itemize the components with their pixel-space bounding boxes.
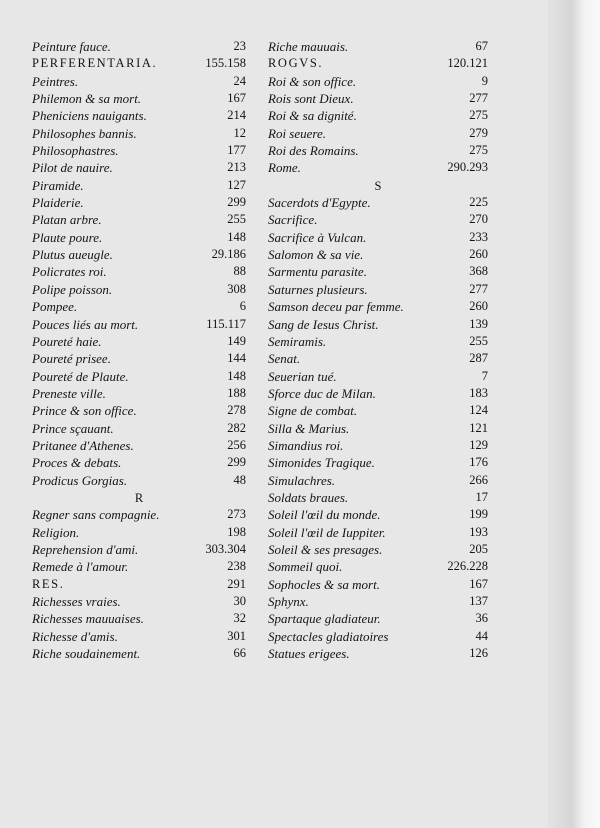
index-entry: [32, 107, 246, 124]
index-letter-heading: [268, 177, 488, 194]
index-entry: [32, 38, 246, 55]
index-entry: [32, 211, 246, 228]
entry-label: Sang de Iesus Christ.: [268, 316, 379, 332]
entry-page-numbers: 255: [227, 212, 246, 227]
entry-label: ROGVS.: [268, 56, 324, 71]
entry-page-numbers: 260: [469, 299, 488, 314]
entry-page-numbers: 368: [469, 264, 488, 279]
index-entry: [32, 593, 246, 610]
index-entry: [268, 211, 488, 228]
entry-label: Salomon & sa vie.: [268, 247, 364, 263]
entry-label: RES.: [32, 576, 65, 591]
entry-page-numbers: 167: [227, 91, 246, 106]
index-entry: [32, 281, 246, 298]
entry-page-numbers: 126: [469, 646, 488, 661]
entry-label: Philemon & sa mort.: [32, 91, 142, 107]
index-entry: [268, 472, 488, 489]
entry-label: Pompee.: [32, 299, 78, 315]
entry-label: Poureté prisee.: [32, 351, 111, 367]
entry-label: Silla & Marius.: [268, 420, 350, 436]
index-entry: [268, 506, 488, 523]
entry-page-numbers: 17: [475, 489, 488, 504]
entry-label: Regner sans compagnie.: [32, 507, 160, 523]
index-entry: [268, 420, 488, 437]
entry-label: Pritanee d'Athenes.: [32, 437, 134, 453]
index-entry: [32, 263, 246, 280]
entry-label: Sarmentu parasite.: [268, 264, 367, 280]
entry-page-numbers: 255: [469, 333, 488, 348]
index-entry: [268, 55, 488, 72]
index-entry: [32, 90, 246, 107]
entry-label: Proces & debats.: [32, 455, 122, 471]
index-entry: [268, 38, 488, 55]
entry-label: Peinture fauce.: [32, 39, 111, 54]
entry-page-numbers: 303.304: [205, 541, 246, 556]
entry-label: Sphynx.: [268, 594, 309, 609]
entry-page-numbers: 275: [469, 108, 488, 123]
entry-label: Sacrifice.: [268, 212, 318, 228]
entry-label: Remede à l'amour.: [32, 559, 129, 575]
index-entry: [32, 142, 246, 159]
index-entry: [32, 454, 246, 471]
entry-page-numbers: 67: [475, 39, 488, 53]
entry-label: Roi des Romains.: [268, 143, 359, 159]
entry-label: Riche soudainement.: [32, 646, 141, 662]
entry-label: Samson deceu par femme.: [268, 299, 404, 315]
letter-label: R: [134, 490, 144, 505]
index-entry: [32, 125, 246, 142]
entry-label: Platan arbre.: [32, 212, 102, 228]
entry-page-numbers: 127: [227, 177, 246, 192]
index-entry: [268, 281, 488, 298]
index-entry: [32, 541, 246, 558]
index-entry: [268, 229, 488, 246]
index-entry: [268, 246, 488, 263]
entry-label: Sacerdots d'Egypte.: [268, 195, 371, 211]
entry-label: Philosophes bannis.: [32, 125, 137, 141]
entry-page-numbers: 48: [233, 472, 246, 487]
entry-label: Richesses vraies.: [32, 594, 121, 609]
entry-page-numbers: 238: [227, 559, 246, 574]
index-entry: [32, 159, 246, 176]
entry-label: Piramide.: [32, 177, 84, 193]
entry-page-numbers: 301: [227, 628, 246, 643]
entry-label: Spectacles gladiatoires: [268, 628, 389, 644]
index-entry: [268, 593, 488, 610]
entry-label: Roi & sa dignité.: [268, 108, 357, 124]
entry-page-numbers: 226.228: [447, 559, 488, 574]
entry-page-numbers: 176: [469, 455, 488, 470]
entry-label: Prince sçauant.: [32, 420, 114, 436]
entry-label: Religion.: [32, 524, 80, 540]
index-entry: [32, 177, 246, 194]
entry-page-numbers: 155.158: [205, 56, 246, 71]
entry-page-numbers: 256: [227, 437, 246, 452]
entry-label: Soldats braues.: [268, 489, 349, 505]
index-entry: [32, 194, 246, 211]
index-entry: [268, 524, 488, 541]
entry-label: Pouces liés au mort.: [32, 316, 139, 332]
entry-label: Roi seuere.: [268, 125, 326, 141]
index-entry: [32, 73, 246, 90]
entry-page-numbers: 44: [475, 628, 488, 643]
index-letter-heading: [32, 489, 246, 506]
entry-page-numbers: 193: [469, 524, 488, 539]
index-entry: [268, 489, 488, 506]
entry-page-numbers: 32: [233, 611, 246, 626]
entry-label: Philosophastres.: [32, 143, 119, 159]
index-entry: [268, 385, 488, 402]
index-entry: [268, 541, 488, 558]
index-entry: [32, 628, 246, 645]
entry-page-numbers: 260: [469, 247, 488, 262]
index-entry: [32, 506, 246, 523]
index-entry: [268, 368, 488, 385]
entry-label: Prince & son office.: [32, 403, 137, 419]
index-entry: [268, 159, 488, 176]
index-entry: [268, 142, 488, 159]
index-entry: [32, 333, 246, 350]
entry-page-numbers: 205: [469, 541, 488, 556]
entry-page-numbers: 308: [227, 281, 246, 296]
entry-label: Soleil l'œil du monde.: [268, 507, 381, 523]
index-entry: [268, 194, 488, 211]
entry-page-numbers: 273: [227, 507, 246, 522]
entry-page-numbers: 139: [469, 316, 488, 331]
index-entry: [32, 246, 246, 263]
entry-page-numbers: 277: [469, 281, 488, 296]
index-entry: [32, 385, 246, 402]
entry-label: Pheniciens nauigants.: [32, 108, 147, 124]
entry-label: Poureté de Plaute.: [32, 368, 129, 384]
entry-page-numbers: 225: [469, 195, 488, 210]
entry-page-numbers: 282: [227, 420, 246, 435]
entry-label: Policrates roi.: [32, 264, 107, 280]
entry-page-numbers: 275: [469, 143, 488, 158]
entry-label: Poureté haie.: [32, 333, 102, 349]
entry-page-numbers: 9: [481, 73, 488, 88]
index-entry: [32, 420, 246, 437]
entry-label: PERFERENTARIA.: [32, 56, 158, 71]
index-entry: [268, 558, 488, 575]
entry-label: Riche mauuais.: [268, 39, 349, 54]
index-entry: [268, 107, 488, 124]
entry-page-numbers: 167: [469, 576, 488, 591]
entry-page-numbers: 137: [469, 594, 488, 608]
entry-label: Simonides Tragique.: [268, 455, 375, 471]
entry-page-numbers: 129: [469, 437, 488, 452]
entry-label: Sforce duc de Milan.: [268, 385, 376, 401]
entry-label: Sommeil quoi.: [268, 559, 343, 575]
entry-page-numbers: 270: [469, 212, 488, 227]
index-entry: [32, 55, 246, 72]
entry-label: Signe de combat.: [268, 403, 358, 419]
index-entry: [268, 333, 488, 350]
entry-label: Pilot de nauire.: [32, 160, 113, 176]
index-entry: [268, 610, 488, 627]
entry-page-numbers: 188: [227, 385, 246, 400]
entry-page-numbers: 183: [469, 385, 488, 400]
entry-label: Reprehension d'ami.: [32, 541, 139, 557]
index-entry: [32, 524, 246, 541]
index-entry: [268, 298, 488, 315]
index-entry: [32, 558, 246, 575]
index-entry: [268, 73, 488, 90]
index-entry: [32, 576, 246, 593]
index-entry: [268, 316, 488, 333]
index-entry: [32, 610, 246, 627]
entry-page-numbers: 198: [227, 524, 246, 539]
entry-page-numbers: 279: [469, 125, 488, 140]
index-entry: [268, 437, 488, 454]
entry-label: Semiramis.: [268, 333, 327, 349]
entry-page-numbers: 299: [227, 455, 246, 470]
entry-label: Plutus aueugle.: [32, 247, 113, 263]
entry-label: Soleil & ses presages.: [268, 541, 383, 557]
entry-label: Prodicus Gorgias.: [32, 472, 128, 488]
entry-label: Rois sont Dieux.: [268, 91, 354, 107]
entry-label: Polipe poisson.: [32, 281, 113, 297]
index-entry: [32, 402, 246, 419]
entry-label: Plaute poure.: [32, 229, 103, 245]
index-entry: [268, 645, 488, 662]
letter-label: S: [374, 178, 382, 193]
entry-label: Sacrifice à Vulcan.: [268, 229, 367, 245]
index-entry: [32, 368, 246, 385]
entry-label: Sophocles & sa mort.: [268, 576, 380, 592]
entry-page-numbers: 148: [227, 229, 246, 244]
entry-page-numbers: 213: [227, 160, 246, 175]
entry-page-numbers: 177: [227, 143, 246, 158]
index-entry: [268, 454, 488, 471]
entry-page-numbers: 7: [481, 368, 488, 383]
entry-label: Richesses mauuaises.: [32, 611, 144, 627]
entry-page-numbers: 266: [469, 472, 488, 487]
index-entry: [32, 472, 246, 489]
entry-page-numbers: 233: [469, 229, 488, 244]
entry-label: Soleil l'œil de Iuppiter.: [268, 524, 386, 540]
entry-label: Peintres.: [32, 73, 79, 89]
entry-label: Roi & son office.: [268, 73, 357, 89]
entry-page-numbers: 199: [469, 507, 488, 522]
index-entry: [268, 125, 488, 142]
index-entry: [32, 316, 246, 333]
index-entry: [32, 645, 246, 662]
entry-label: Seuerian tué.: [268, 368, 337, 384]
entry-page-numbers: 278: [227, 403, 246, 418]
entry-label: Simulachres.: [268, 472, 336, 488]
page-edge: [548, 0, 600, 828]
index-entry: [268, 90, 488, 107]
index-column-right: [268, 38, 488, 662]
index-entry: [32, 437, 246, 454]
entry-page-numbers: 6: [239, 299, 246, 314]
entry-page-numbers: 290.293: [447, 160, 488, 175]
entry-page-numbers: 23: [233, 39, 246, 53]
entry-page-numbers: 144: [227, 351, 246, 366]
entry-label: Saturnes plusieurs.: [268, 281, 368, 297]
entry-page-numbers: 291: [227, 576, 246, 591]
index-entry: [268, 263, 488, 280]
entry-page-numbers: 287: [469, 351, 488, 366]
entry-page-numbers: 149: [227, 333, 246, 348]
index-entry: [32, 229, 246, 246]
index-entry: [268, 402, 488, 419]
entry-label: Richesse d'amis.: [32, 628, 118, 644]
entry-page-numbers: 30: [233, 594, 246, 608]
entry-page-numbers: 36: [475, 611, 488, 626]
entry-label: Statues erigees.: [268, 646, 350, 662]
entry-page-numbers: 299: [227, 195, 246, 210]
entry-page-numbers: 88: [233, 264, 246, 279]
index-entry: [268, 350, 488, 367]
entry-page-numbers: 148: [227, 368, 246, 383]
entry-label: Spartaque gladiateur.: [268, 611, 381, 627]
entry-page-numbers: 12: [233, 125, 246, 140]
index-entry: [268, 628, 488, 645]
entry-page-numbers: 124: [469, 403, 488, 418]
entry-page-numbers: 66: [233, 646, 246, 661]
index-entry: [268, 576, 488, 593]
entry-page-numbers: 24: [233, 73, 246, 88]
entry-label: Senat.: [268, 351, 301, 367]
entry-page-numbers: 29.186: [211, 247, 246, 262]
entry-page-numbers: 277: [469, 91, 488, 106]
index-entry: [32, 298, 246, 315]
entry-label: Rome.: [268, 160, 301, 176]
entry-page-numbers: 214: [227, 108, 246, 123]
entry-page-numbers: 121: [469, 420, 488, 435]
entry-page-numbers: 120.121: [447, 56, 488, 71]
entry-label: Simandius roi.: [268, 437, 344, 453]
entry-label: Preneste ville.: [32, 385, 106, 401]
entry-label: Plaiderie.: [32, 195, 84, 211]
entry-page-numbers: 115.117: [206, 316, 246, 331]
index-column-left: [32, 38, 246, 662]
index-entry: [32, 350, 246, 367]
